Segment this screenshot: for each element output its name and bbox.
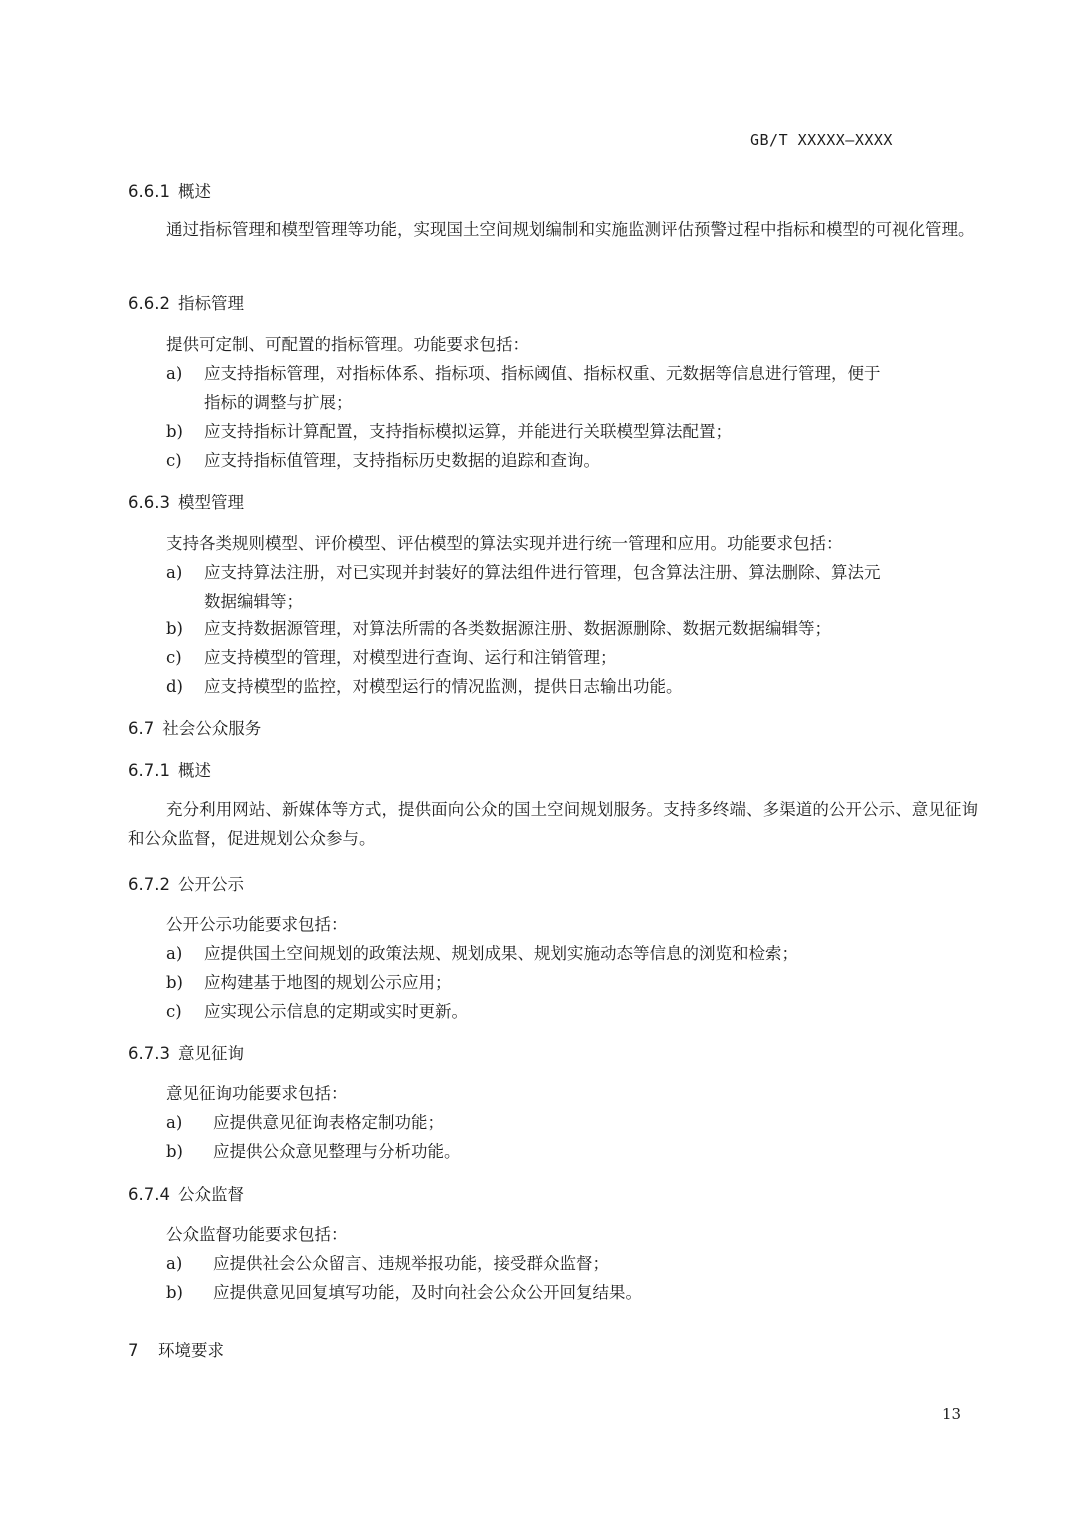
heading-6-6-1 (128, 178, 211, 202)
section-title: 社会公众服务 (162, 719, 262, 738)
list-item (166, 418, 732, 442)
section-number: 6.7.3 (128, 1044, 170, 1063)
list-item (166, 360, 881, 384)
list-item (166, 1250, 609, 1274)
list-label: d) (166, 677, 183, 696)
list-item (166, 940, 798, 964)
heading-6-7-4 (128, 1181, 244, 1205)
section-title: 概述 (177, 761, 211, 780)
section-number: 6.7.2 (128, 875, 170, 894)
heading-6-7-1 (128, 757, 211, 781)
page-number: 13 (942, 1405, 962, 1423)
list-label: b) (166, 619, 183, 638)
section-title: 模型管理 (177, 493, 244, 512)
section-number: 7 (128, 1341, 139, 1360)
section-number: 6.7.4 (128, 1185, 170, 1204)
list-text: 应构建基于地图的规划公示应用； (204, 973, 452, 992)
intro-6-7-4: 公众监督功能要求包括： (166, 1225, 348, 1244)
section-number: 6.6.3 (128, 493, 170, 512)
paragraph-6-6-1: 通过指标管理和模型管理等功能，实现国土空间规划编制和实施监测评估预警过程中指标和模型的可视化管理。 (166, 220, 975, 239)
heading-6-7 (128, 715, 261, 739)
list-item (166, 673, 683, 697)
list-text: 应支持数据源管理，对算法所需的各类数据源注册、数据源删除、数据元数据编辑等； (204, 619, 831, 638)
section-number: 6.7.1 (128, 761, 170, 780)
list-label: b) (166, 422, 183, 441)
intro-6-6-2: 提供可定制、可配置的指标管理。功能要求包括： (166, 335, 529, 354)
list-item-continuation: 指标的调整与扩展； (204, 393, 353, 412)
section-title: 环境要求 (158, 1341, 224, 1360)
list-label: c) (166, 1002, 182, 1021)
section-title: 指标管理 (177, 294, 244, 313)
list-text: 应实现公示信息的定期或实时更新。 (204, 1002, 468, 1021)
intro-6-6-3: 支持各类规则模型、评价模型、评估模型的算法实现并进行统一管理和应用。功能要求包括： (166, 534, 843, 553)
list-label: a) (166, 944, 183, 963)
heading-chapter-7 (128, 1337, 224, 1361)
list-label: a) (166, 563, 183, 582)
list-label: b) (166, 973, 183, 992)
document-code: GB/T XXXXX—XXXX (750, 131, 893, 149)
paragraph-6-7-1: 充分利用网站、新媒体等方式，提供面向公众的国土空间规划服务。支持多终端、多渠道的公开公示、意见征询和公众监督，促进规划公众参与。 (128, 800, 978, 848)
list-label: a) (166, 1254, 183, 1273)
intro-6-7-3: 意见征询功能要求包括： (166, 1084, 348, 1103)
section-number: 6.6.2 (128, 294, 170, 313)
list-text: 应提供意见征询表格定制功能； (213, 1113, 444, 1132)
list-item (166, 998, 468, 1022)
list-item (166, 447, 600, 471)
section-number: 6.6.1 (128, 182, 170, 201)
list-text: 应支持指标值管理，支持指标历史数据的追踪和查询。 (204, 451, 600, 470)
heading-6-6-2 (128, 290, 244, 314)
list-text: 应支持模型的管理，对模型进行查询、运行和注销管理； (204, 648, 617, 667)
list-item (166, 559, 881, 583)
section-title: 公开公示 (177, 875, 244, 894)
list-text: 应提供意见回复填写功能，及时向社会公众公开回复结果。 (213, 1283, 642, 1302)
list-item (166, 615, 831, 639)
list-label: c) (166, 451, 182, 470)
list-item-continuation: 数据编辑等； (204, 592, 303, 611)
heading-6-7-3 (128, 1040, 244, 1064)
heading-6-6-3 (128, 489, 244, 513)
list-item (166, 1109, 444, 1133)
section-title: 公众监督 (177, 1185, 244, 1204)
list-text: 应支持指标管理，对指标体系、指标项、指标阈值、指标权重、元数据等信息进行管理，便于 (204, 364, 881, 383)
list-label: b) (166, 1142, 183, 1161)
list-item (166, 1138, 461, 1162)
list-item (166, 1279, 642, 1303)
section-number: 6.7 (128, 719, 155, 738)
list-item (166, 969, 452, 993)
intro-6-7-2: 公开公示功能要求包括： (166, 915, 348, 934)
list-text: 应提供社会公众留言、违规举报功能，接受群众监督； (213, 1254, 609, 1273)
list-text: 应支持算法注册，对已实现并封装好的算法组件进行管理，包含算法注册、算法删除、算法元 (204, 563, 881, 582)
list-text: 应支持指标计算配置，支持指标模拟运算，并能进行关联模型算法配置； (204, 422, 732, 441)
list-label: a) (166, 364, 183, 383)
list-text: 应提供国土空间规划的政策法规、规划成果、规划实施动态等信息的浏览和检索； (204, 944, 798, 963)
section-title: 意见征询 (177, 1044, 244, 1063)
list-text: 应支持模型的监控，对模型运行的情况监测，提供日志输出功能。 (204, 677, 683, 696)
list-label: a) (166, 1113, 183, 1132)
list-text: 应提供公众意见整理与分析功能。 (213, 1142, 461, 1161)
list-label: c) (166, 648, 182, 667)
list-label: b) (166, 1283, 183, 1302)
section-title: 概述 (177, 182, 211, 201)
list-item (166, 644, 617, 668)
heading-6-7-2 (128, 871, 244, 895)
